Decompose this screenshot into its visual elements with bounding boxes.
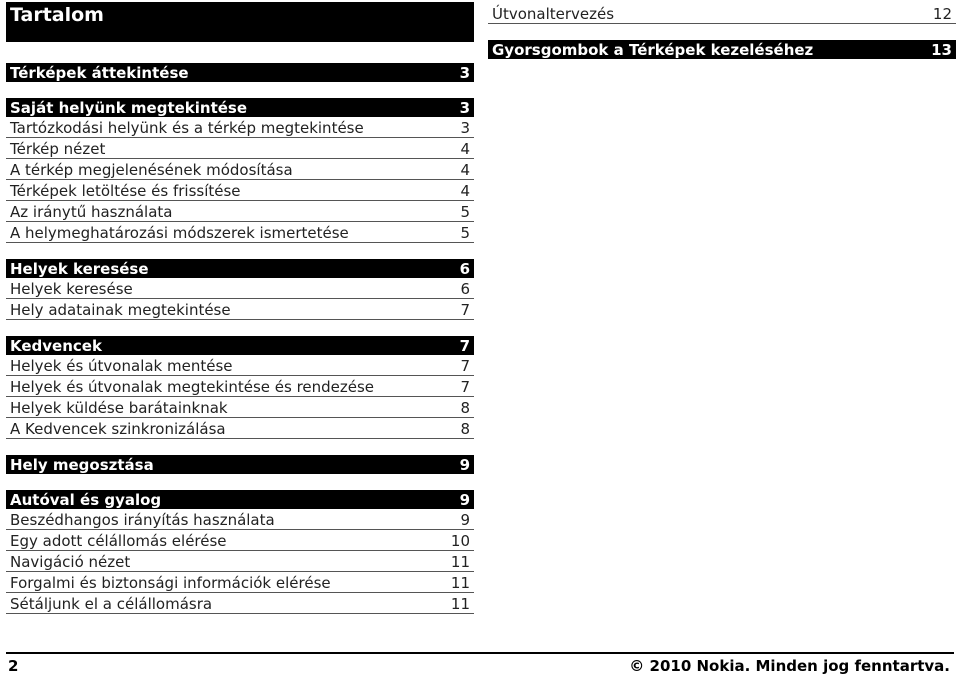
toc-section-page: 3 xyxy=(459,64,470,82)
toc-entry-page: 8 xyxy=(460,399,470,417)
toc-entry-label: Helyek küldése barátainknak xyxy=(10,399,228,417)
toc-entry-label: Útvonaltervezés xyxy=(492,5,615,23)
toc-section xyxy=(6,490,474,614)
toc-entry-label: Térkép nézet xyxy=(10,140,106,158)
toc-section-header[interactable] xyxy=(6,455,474,474)
toc-section-page: 3 xyxy=(459,99,470,117)
toc-entry-label: A helymeghatározási módszerek ismertetése xyxy=(10,224,349,242)
toc-entry[interactable] xyxy=(6,530,474,551)
toc-entry-page: 7 xyxy=(460,357,470,375)
toc-entry-page: 9 xyxy=(460,511,470,529)
toc-entry-page: 4 xyxy=(460,140,470,158)
toc-entry-label: Helyek és útvonalak mentése xyxy=(10,357,233,375)
toc-section xyxy=(6,455,474,474)
toc-entry-page: 11 xyxy=(450,553,470,571)
toc-entry-label: Forgalmi és biztonsági információk elérése xyxy=(10,574,331,592)
toc-entry-label: Az iránytű használata xyxy=(10,203,173,221)
toc-entry[interactable] xyxy=(488,3,956,24)
toc-entry-label: Navigáció nézet xyxy=(10,553,131,571)
toc-entry[interactable] xyxy=(6,159,474,180)
toc-entry-page: 12 xyxy=(932,5,952,23)
toc-section-title: Térképek áttekintése xyxy=(10,64,189,82)
toc-title: Tartalom xyxy=(6,2,474,42)
toc-entry[interactable] xyxy=(6,278,474,299)
toc-section-page: 13 xyxy=(931,41,952,59)
toc-entry-page: 5 xyxy=(460,203,470,221)
toc-entry-page: 7 xyxy=(460,378,470,396)
toc-entry-label: Egy adott célállomás elérése xyxy=(10,532,227,550)
toc-entry-page: 4 xyxy=(460,161,470,179)
toc-entry-page: 11 xyxy=(450,574,470,592)
toc-entry[interactable] xyxy=(6,355,474,376)
toc-section-header[interactable] xyxy=(6,490,474,509)
toc-section xyxy=(6,259,474,320)
toc-entry-page: 6 xyxy=(460,280,470,298)
toc-entry-page: 7 xyxy=(460,301,470,319)
toc-section-title: Autóval és gyalog xyxy=(10,491,162,509)
toc-entry[interactable] xyxy=(6,376,474,397)
toc-entry-page: 5 xyxy=(460,224,470,242)
toc-section-title: Helyek keresése xyxy=(10,260,149,278)
toc-entry-page: 10 xyxy=(450,532,470,550)
toc-entry-label: Tartózkodási helyünk és a térkép megtekintése xyxy=(10,119,364,137)
toc-entry-page: 11 xyxy=(450,595,470,613)
toc-section-title: Gyorsgombok a Térképek kezeléséhez xyxy=(492,41,814,59)
toc-left-column xyxy=(6,63,474,630)
toc-entry[interactable] xyxy=(6,397,474,418)
toc-section-header[interactable] xyxy=(6,98,474,117)
toc-entry[interactable] xyxy=(6,418,474,439)
toc-entry-label: Helyek és útvonalak megtekintése és rendezése xyxy=(10,378,375,396)
toc-section-header[interactable] xyxy=(6,63,474,82)
toc-section xyxy=(6,98,474,243)
toc-entry[interactable] xyxy=(6,222,474,243)
toc-entry-page: 8 xyxy=(460,420,470,438)
toc-section-header[interactable] xyxy=(6,336,474,355)
toc-entry-label: Helyek keresése xyxy=(10,280,133,298)
toc-entry-label: Beszédhangos irányítás használata xyxy=(10,511,275,529)
toc-section-title: Kedvencek xyxy=(10,337,102,355)
toc-section xyxy=(6,63,474,82)
toc-section-page: 9 xyxy=(459,456,470,474)
toc-entry[interactable] xyxy=(6,509,474,530)
toc-section-title: Hely megosztása xyxy=(10,456,154,474)
toc-entry-label: A Kedvencek szinkronizálása xyxy=(10,420,226,438)
toc-section-header[interactable] xyxy=(488,40,956,59)
toc-entry[interactable] xyxy=(6,180,474,201)
toc-entry[interactable] xyxy=(6,551,474,572)
toc-section-page: 6 xyxy=(459,260,470,278)
toc-entry-label: Térképek letöltése és frissítése xyxy=(10,182,241,200)
toc-right-column xyxy=(488,3,956,59)
toc-section-title: Saját helyünk megtekintése xyxy=(10,99,248,117)
toc-entry[interactable] xyxy=(6,572,474,593)
toc-entry[interactable] xyxy=(6,201,474,222)
toc-entry-page: 4 xyxy=(460,182,470,200)
toc-entry-label: Sétáljunk el a célállomásra xyxy=(10,595,213,613)
footer-page-number: 2 xyxy=(8,657,19,675)
toc-section-page: 7 xyxy=(459,337,470,355)
toc-entry[interactable] xyxy=(6,117,474,138)
toc-entry-label: A térkép megjelenésének módosítása xyxy=(10,161,293,179)
toc-section xyxy=(6,336,474,439)
toc-entry-page: 3 xyxy=(460,119,470,137)
toc-section-header[interactable] xyxy=(6,259,474,278)
footer-copyright: © 2010 Nokia. Minden jog fenntartva. xyxy=(629,657,950,675)
page-footer xyxy=(8,657,950,675)
footer-divider xyxy=(6,652,954,654)
toc-section-page: 9 xyxy=(459,491,470,509)
toc-entry-label: Hely adatainak megtekintése xyxy=(10,301,231,319)
toc-entry[interactable] xyxy=(6,299,474,320)
toc-entry[interactable] xyxy=(6,593,474,614)
toc-entry[interactable] xyxy=(6,138,474,159)
